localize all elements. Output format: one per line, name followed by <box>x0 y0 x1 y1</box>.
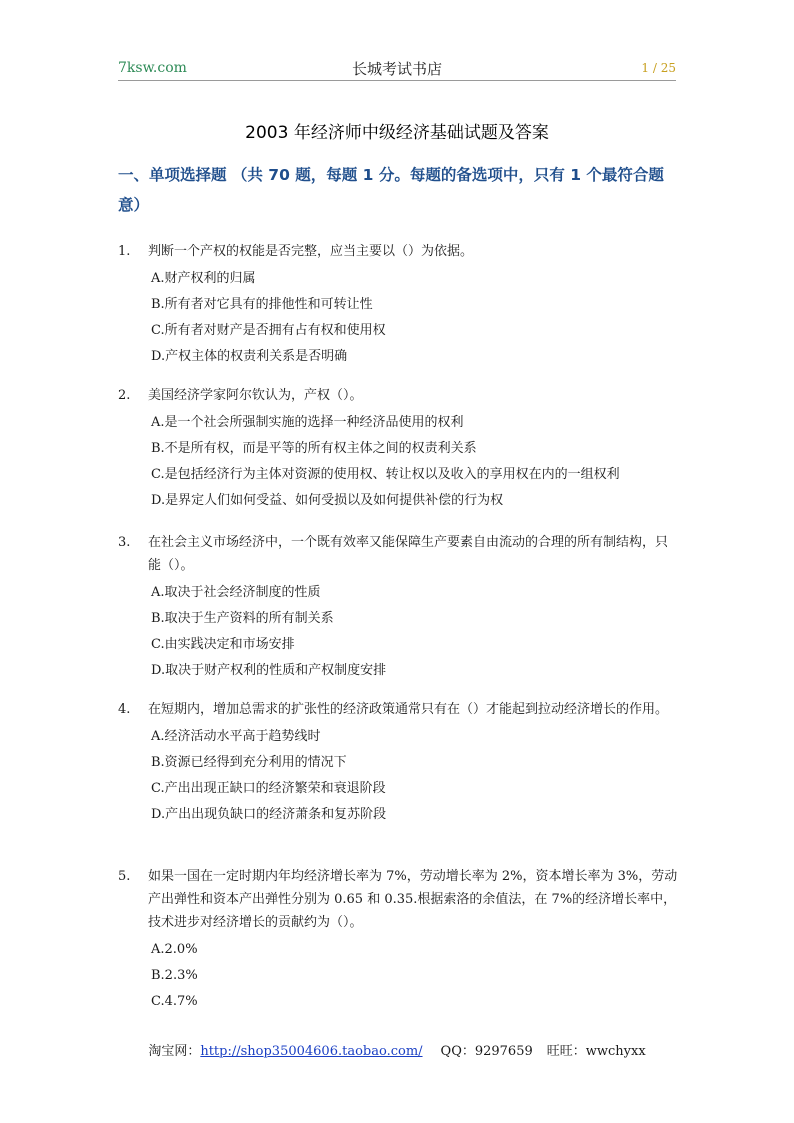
taobao-label: 淘宝网： <box>148 1044 201 1059</box>
option-c: C.由实践决定和市场安排 <box>151 637 295 652</box>
option-b: B.资源已经得到充分利用的情况下 <box>151 755 347 770</box>
option-a: A.经济活动水平高于趋势线时 <box>151 729 321 744</box>
question-4 <box>118 698 678 828</box>
option-b: B.2.3% <box>151 968 198 983</box>
page-header <box>118 58 676 81</box>
option-d: D.产出出现负缺口的经济萧条和复苏阶段 <box>151 807 387 822</box>
question-1 <box>118 240 678 370</box>
question-number: 5. <box>118 869 131 884</box>
option-a: A.财产权利的归属 <box>151 271 256 286</box>
wangwang-contact: 旺旺：wwchyxx <box>546 1044 646 1059</box>
option-b: B.取决于生产资料的所有制关系 <box>151 611 334 626</box>
question-stem: 在社会主义市场经济中，一个既有效率又能保障生产要素自由流动的合理的所有制结构，只能（）。 <box>148 535 669 573</box>
page-footer <box>0 1040 794 1059</box>
option-b: B.所有者对它具有的排他性和可转让性 <box>151 297 373 312</box>
option-c: C.4.7% <box>151 994 198 1009</box>
question-number: 1. <box>118 244 131 259</box>
option-d: D.是界定人们如何受益、如何受损以及如何提供补偿的行为权 <box>151 493 504 508</box>
question-stem: 判断一个产权的权能是否完整，应当主要以（）为依据。 <box>148 244 474 259</box>
option-a: A.2.0% <box>151 942 198 957</box>
page-number: 1 / 25 <box>641 61 676 75</box>
option-a: A.是一个社会所强制实施的选择一种经济品使用的权利 <box>151 415 464 430</box>
document-title: 2003 年经济师中级经济基础试题及答案 <box>245 123 549 143</box>
question-number: 2. <box>118 388 131 403</box>
option-b: B.不是所有权，而是平等的所有权主体之间的权责利关系 <box>151 441 477 456</box>
option-c: C.所有者对财产是否拥有占有权和使用权 <box>151 323 386 338</box>
site-name[interactable]: 7ksw.com <box>118 60 187 76</box>
question-3 <box>118 531 678 684</box>
taobao-link[interactable]: http://shop35004606.taobao.com/ <box>200 1044 423 1059</box>
option-d: D.产权主体的权责利关系是否明确 <box>151 349 348 364</box>
option-c: C.产出出现正缺口的经济繁荣和衰退阶段 <box>151 781 386 796</box>
qq-contact: QQ：9297659 <box>440 1044 533 1059</box>
question-stem: 如果一国在一定时期内年均经济增长率为 7%，劳动增长率为 2%，资本增长率为 3%，劳动产出弹性和资本产出弹性分别为 0.65 和 0.35.根据索洛的余值法，在 7%的经济增长率中，技术进步对经济增长的贡献约为（）。 <box>148 869 678 930</box>
question-number: 3. <box>118 535 131 550</box>
question-stem: 美国经济学家阿尔钦认为，产权（）。 <box>148 388 363 403</box>
option-a: A.取决于社会经济制度的性质 <box>151 585 321 600</box>
section-heading: 一、单项选择题 （共 70 题，每题 1 分。每题的备选项中，只有 1 个最符合题意） <box>118 166 664 214</box>
question-number: 4. <box>118 702 131 717</box>
question-2 <box>118 384 678 514</box>
question-stem: 在短期内，增加总需求的扩张性的经济政策通常只有在（）才能起到拉动经济增长的作用。 <box>148 702 669 717</box>
store-name: 长城考试书店 <box>351 60 442 78</box>
option-d: D.取决于财产权利的性质和产权制度安排 <box>151 663 387 678</box>
option-c: C.是包括经济行为主体对资源的使用权、转让权以及收入的享用权在内的一组权利 <box>151 467 620 482</box>
question-5 <box>118 865 678 1015</box>
